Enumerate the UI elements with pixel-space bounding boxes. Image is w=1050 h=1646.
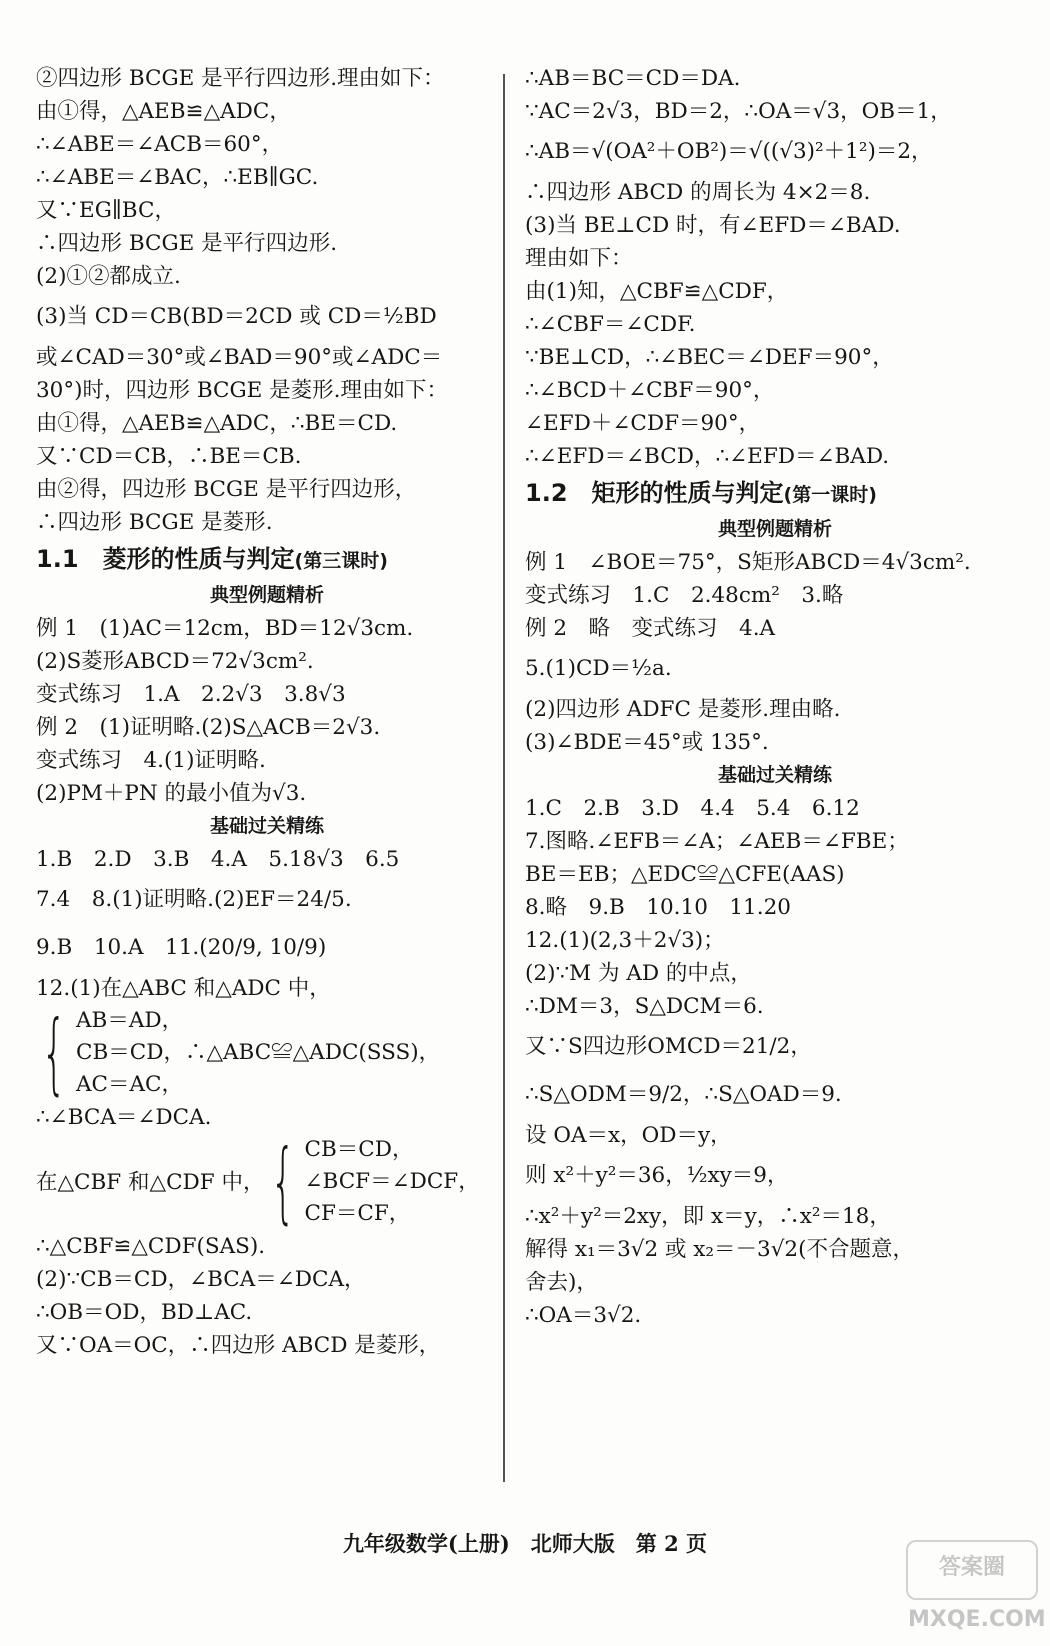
section-title-1-1 <box>36 539 498 579</box>
text-line: 或∠CAD＝30°或∠BAD＝90°或∠ADC＝ <box>36 345 443 370</box>
page-footer: 九年级数学(上册) 北师大版 第 2 页 <box>342 1531 708 1556</box>
text-line: (2)四边形 ADFC 是菱形.理由略. <box>525 697 841 722</box>
text-line: ∴∠CBF＝∠CDF. <box>525 312 696 337</box>
system-intro: 在△CBF 和△CDF 中， <box>36 1169 265 1195</box>
text-line: 又∵S四边形OMCD＝21/2， <box>525 1034 812 1059</box>
text-line: ∴S△ODM＝9/2，∴S△OAD＝9. <box>525 1082 842 1107</box>
text-line: (2)S菱形ABCD＝72√3cm². <box>36 649 314 674</box>
text-line: 变式练习 1.C 2.48cm² 3.略 <box>525 583 844 608</box>
text-line: 由①得，△AEB≌△ADC，∴BE＝CD. <box>36 411 398 436</box>
text-line: 又∵CD＝CB，∴BE＝CB. <box>36 444 302 469</box>
text-line: 12.(1)(2,3＋2√3)； <box>525 928 725 953</box>
text-line: ∴∠BCA＝∠DCA. <box>36 1105 212 1130</box>
text-line: 9.B 10.A 11.(20/9, 10/9) <box>36 935 327 960</box>
text-line: 1.B 2.D 3.B 4.A 5.18√3 6.5 <box>36 847 400 872</box>
text-line: ∴∠ABE＝∠ACB＝60°， <box>36 132 284 157</box>
text-line: 8.略 9.B 10.10 11.20 <box>525 895 791 920</box>
system-row: CB＝CD， <box>304 1137 414 1162</box>
text-line: 又∵OA＝OC，∴四边形 ABCD 是菱形， <box>36 1333 441 1358</box>
text-line: ∵BE⊥CD，∴∠BEC＝∠DEF＝90°， <box>525 345 894 370</box>
right-column <box>525 62 1025 1332</box>
text-line: (2)①②都成立. <box>36 264 181 289</box>
section-title-1-2 <box>525 473 1025 513</box>
text-line: (2)∵CB＝CD，∠BCA＝∠DCA， <box>36 1267 366 1292</box>
text-line: 则 x²＋y²＝36，½xy＝9， <box>525 1163 789 1188</box>
text-line: ∴OB＝OD，BD⊥AC. <box>36 1300 253 1325</box>
text-line: (3)∠BDE＝45°或 135°. <box>525 730 769 755</box>
text-line: 又∵EG∥BC， <box>36 198 176 223</box>
section-title-sub: (第一课时) <box>783 484 877 506</box>
system-row: AB＝AD， <box>76 1008 184 1033</box>
equation-system-2 <box>36 1130 498 1233</box>
watermark-logo: 答案圈 MXQE.COM <box>906 1540 1038 1600</box>
text-line: 由(1)知，△CBF≌△CDF， <box>525 279 789 304</box>
text-line: ②四边形 BCGE 是平行四边形.理由如下： <box>36 66 445 91</box>
section-title-sub: (第三课时) <box>294 550 388 572</box>
text-line: 理由如下： <box>525 246 633 271</box>
equation-system-1 <box>36 1001 498 1104</box>
text-line: ∴x²＋y²＝2xy，即 x＝y，∴x²＝18， <box>525 1204 891 1229</box>
text-line: (3)当 BE⊥CD 时，有∠EFD＝∠BAD. <box>525 213 901 238</box>
text-line: 设 OA＝x，OD＝y， <box>525 1123 732 1148</box>
text-line: 例 1 ∠BOE＝75°，S矩形ABCD＝4√3cm². <box>525 550 971 575</box>
brace-icon: { <box>41 1001 67 1104</box>
subsection-heading: 典型例题精析 <box>717 518 832 540</box>
text-line: ∴△CBF≌△CDF(SAS). <box>36 1234 266 1259</box>
subsection-heading: 基础过关精练 <box>717 764 832 786</box>
text-line: 舍去)， <box>525 1270 598 1295</box>
text-line: 变式练习 1.A 2.2√3 3.8√3 <box>36 682 346 707</box>
subsection-heading: 基础过关精练 <box>209 815 324 837</box>
text-line: (3)当 CD＝CB(BD＝2CD 或 CD＝½BD <box>36 304 437 329</box>
text-line: 例 1 (1)AC＝12cm，BD＝12√3cm. <box>36 616 414 641</box>
text-line: ∴∠ABE＝∠BAC，∴EB∥GC. <box>36 165 319 190</box>
text-line: 由①得，△AEB≌△ADC， <box>36 99 291 124</box>
text-line: 1.C 2.B 3.D 4.4 5.4 6.12 <box>525 796 860 821</box>
section-title-main: 1.2 矩形的性质与判定 <box>525 479 784 507</box>
text-line: ∴∠BCD＋∠CBF＝90°， <box>525 378 775 403</box>
text-line: ∴AB＝√(OA²＋OB²)＝√((√3)²＋1²)＝2， <box>525 139 933 164</box>
text-line: (2)∵M 为 AD 的中点， <box>525 961 752 986</box>
text-line: 例 2 略 变式练习 4.A <box>525 616 776 641</box>
text-line: 解得 x₁＝3√2 或 x₂＝－3√2(不合题意， <box>525 1237 914 1262</box>
text-line: 30°)时，四边形 BCGE 是菱形.理由如下： <box>36 378 449 403</box>
system-row: CB＝CD，∴△ABC≌△ADC(SSS)， <box>76 1040 441 1065</box>
section-title-main: 1.1 菱形的性质与判定 <box>36 545 295 573</box>
text-line: 12.(1)在△ABC 和△ADC 中， <box>36 976 331 1001</box>
system-row: AC＝AC， <box>76 1072 183 1097</box>
text-line: 5.(1)CD＝½a. <box>525 656 672 681</box>
text-line: ∴四边形 BCGE 是菱形. <box>36 510 273 535</box>
system-row: CF＝CF， <box>304 1201 411 1226</box>
text-line: 7.4 8.(1)证明略.(2)EF＝24/5. <box>36 887 352 912</box>
text-line: ∴∠EFD＝∠BCD，∴∠EFD＝∠BAD. <box>525 444 890 469</box>
subsection-heading: 典型例题精析 <box>209 584 324 606</box>
text-line: (2)PM＋PN 的最小值为√3. <box>36 781 307 806</box>
text-line: ∴OA＝3√2. <box>525 1303 642 1328</box>
text-line: ∴四边形 ABCD 的周长为 4×2＝8. <box>525 180 871 205</box>
text-line: ∵AC＝2√3，BD＝2，∴OA＝√3，OB＝1， <box>525 99 952 124</box>
text-line: 7.图略.∠EFB＝∠A；∠AEB＝∠FBE； <box>525 829 909 854</box>
text-line: 例 2 (1)证明略.(2)S△ACB＝2√3. <box>36 715 381 740</box>
text-line: ∴AB＝BC＝CD＝DA. <box>525 66 741 91</box>
text-line: ∠EFD＋∠CDF＝90°， <box>525 411 761 436</box>
text-line: 变式练习 4.(1)证明略. <box>36 748 266 773</box>
column-divider <box>503 74 505 1482</box>
text-line: ∴四边形 BCGE 是平行四边形. <box>36 231 338 256</box>
text-line: ∴DM＝3，S△DCM＝6. <box>525 994 764 1019</box>
brace-icon: { <box>269 1130 296 1233</box>
system-row: ∠BCF＝∠DCF， <box>304 1169 480 1194</box>
left-column <box>36 62 498 1362</box>
text-line: 由②得，四边形 BCGE 是平行四边形， <box>36 477 417 502</box>
text-line: BE＝EB；△EDC≌△CFE(AAS) <box>525 862 845 887</box>
